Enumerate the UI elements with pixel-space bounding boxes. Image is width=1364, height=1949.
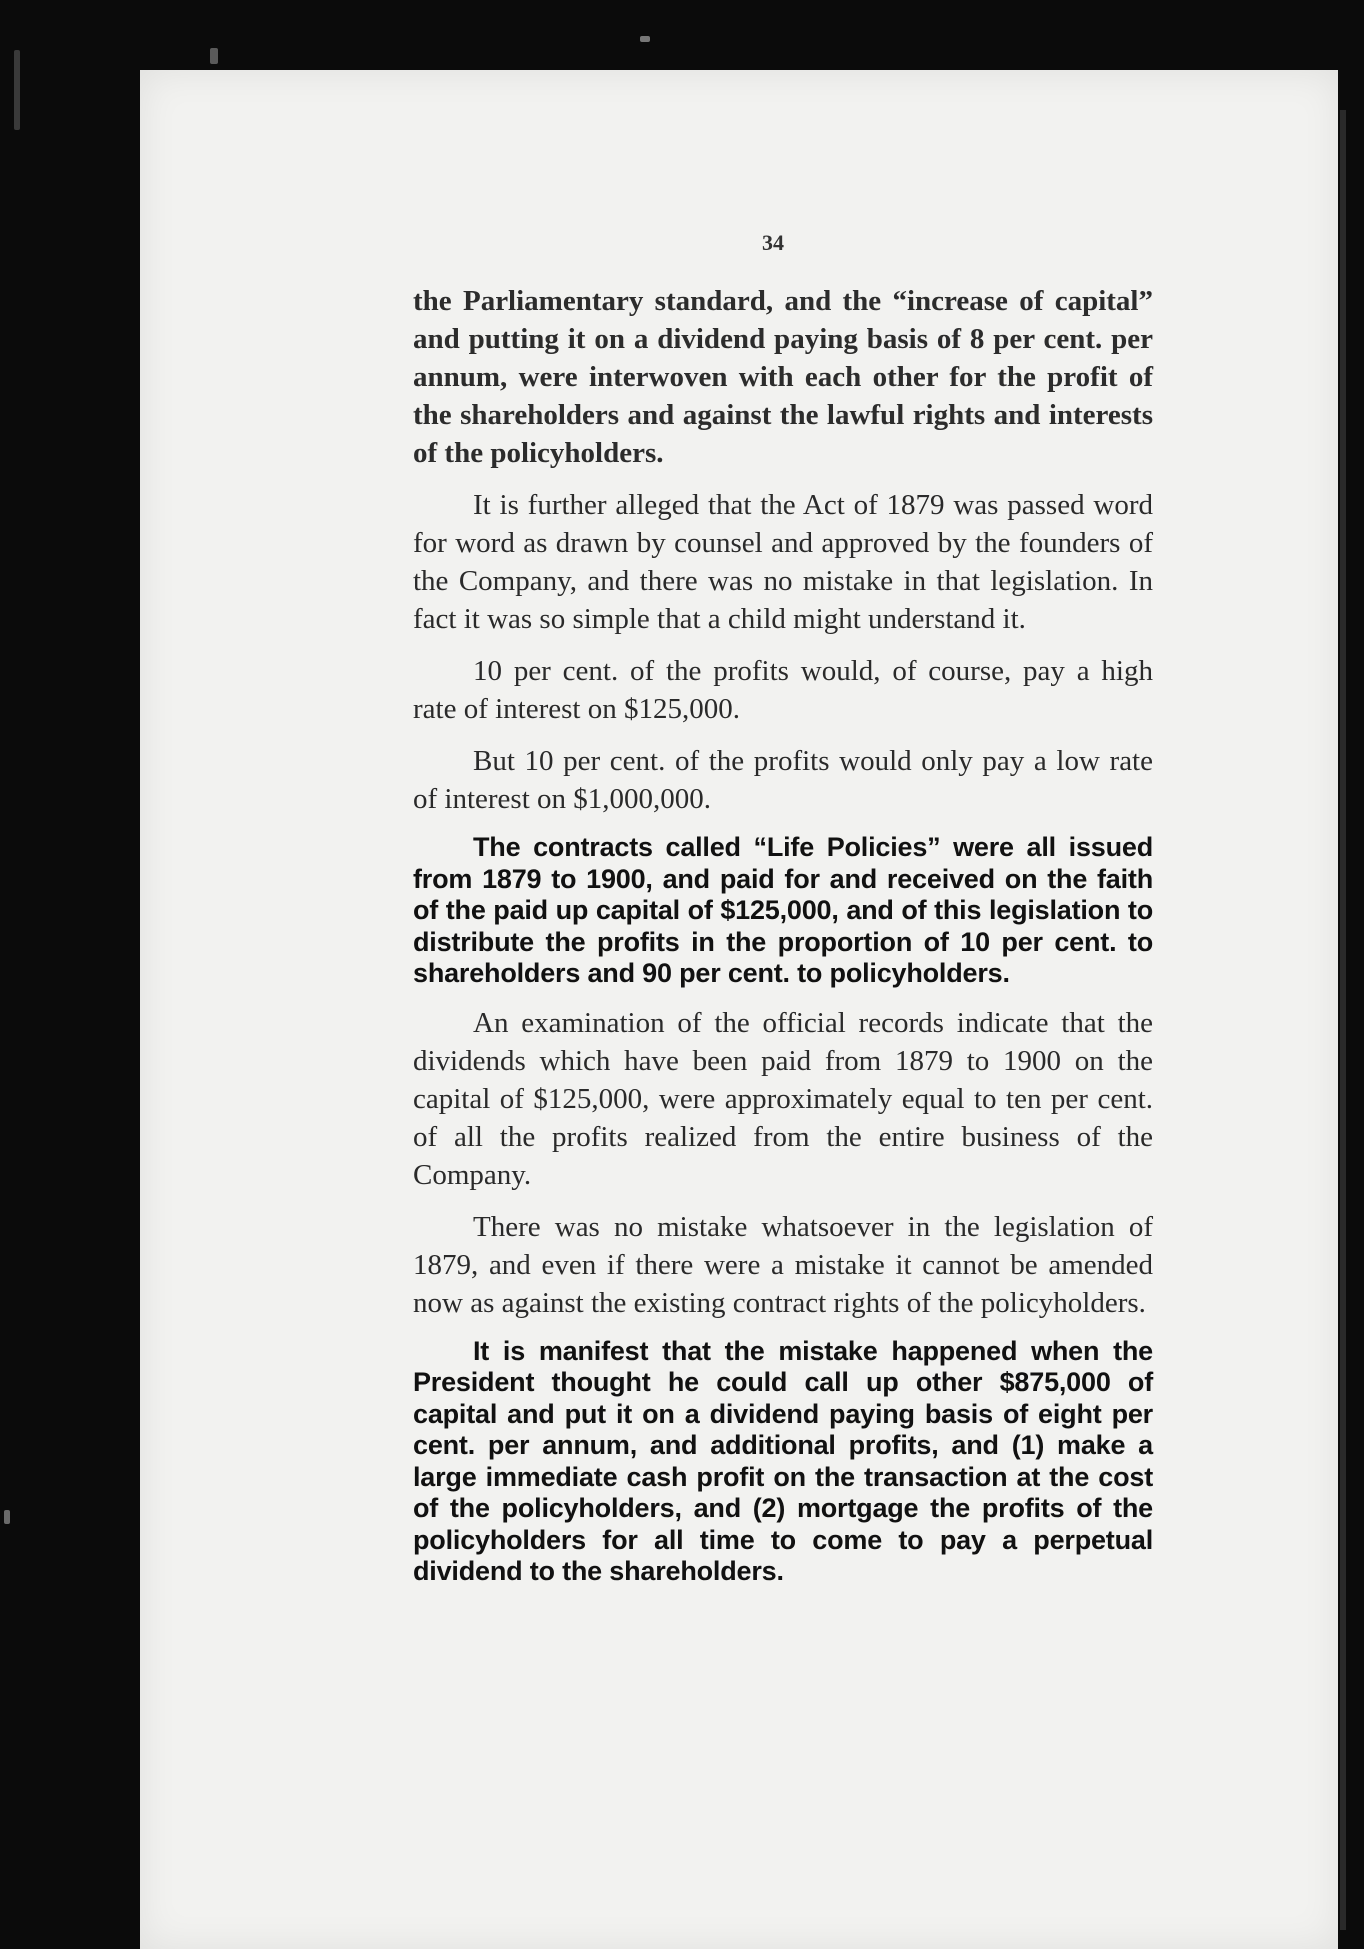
bold-paragraph: It is manifest that the mistake happened when the President thought he could call up other $875,000 of capital and put it on a dividend paying basis of eight per cent. per annum, and additional profits, and (1) make a large immediate cash profit on the transaction at the cost of the policyholders, and (2) mortgage the profits of the policyholders for all time to come to pay a perpetual dividend to the shareholders. (413, 1335, 1153, 1586)
paragraph: An examination of the official records indicate that the dividends which have been paid from 1879 to 1900 on the capital of $125,000, were approximately equal to ten per cent. of all the profits realized from the entire business of the Company. (413, 1006, 1153, 1191)
paragraph: But 10 per cent. of the profits would only pay a low rate of interest on $1,000,000. (413, 745, 1153, 815)
scan-artifact (210, 48, 218, 64)
binding-shadow (1340, 110, 1346, 1930)
paragraph: 10 per cent. of the profits would, of course, pay a high rate of interest on $125,000. (413, 655, 1153, 725)
paragraph: the Parliamentary standard, and the “increase of capital” and putting it on a dividend paying basis of 8 per cent. per annum, were interwoven with each other for the profit of the shareholders and against the lawful rights and interests of the policyholders. (413, 285, 1153, 469)
paragraph: It is further alleged that the Act of 1879 was passed word for word as drawn by counsel and approved by the founders of the Company, and there was no mistake in that legislation. In fact it was so simple that a child might understand it. (413, 489, 1153, 635)
scan-artifact (640, 36, 650, 42)
page-number: 34 (762, 230, 784, 255)
page-text (413, 282, 1153, 1602)
scan-artifact (14, 50, 20, 130)
bold-paragraph: The contracts called “Life Policies” were all issued from 1879 to 1900, and paid for and received on the faith of the paid up capital of $125,000, and of this legislation to distribute the profits in the proportion of 10 per cent. to shareholders and 90 per cent. to policyholders. (413, 832, 1153, 988)
scan-artifact (4, 1510, 10, 1524)
paragraph: There was no mistake whatsoever in the legislation of 1879, and even if there were a mistake it cannot be amended now as against the existing contract rights of the policyholders. (413, 1210, 1153, 1319)
